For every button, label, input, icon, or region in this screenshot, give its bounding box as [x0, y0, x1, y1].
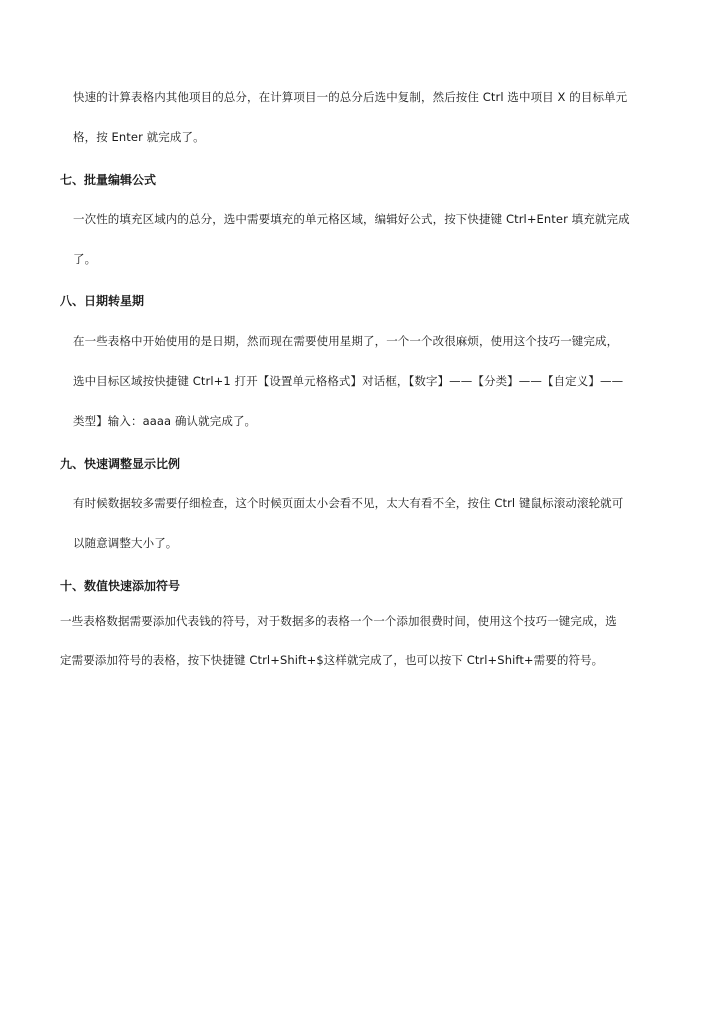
paragraph-line: 快速的计算表格内其他项目的总分，在计算项目一的总分后选中复制，然后按住 Ctrl 选中项目 X 的目标单元 [73, 90, 628, 104]
section-heading-10: 十、数值快速添加符号 [60, 579, 181, 593]
paragraph-line: 以随意调整大小了。 [73, 536, 178, 550]
paragraph-line: 定需要添加符号的表格，按下快捷键 Ctrl+Shift+$这样就完成了，也可以按下 Ctrl+Shift+需要的符号。 [60, 653, 604, 667]
section-heading-8: 八、日期转星期 [60, 294, 145, 308]
paragraph-line: 在一些表格中开始使用的是日期，然而现在需要使用星期了，一个一个改很麻烦，使用这个技巧一键完成， [73, 334, 619, 348]
paragraph-line: 一次性的填充区域内的总分，选中需要填充的单元格区域，编辑好公式，按下快捷键 Ctrl+Enter 填充就完成 [73, 212, 630, 226]
paragraph-line: 一些表格数据需要添加代表钱的符号，对于数据多的表格一个一个添加很费时间，使用这个技巧一键完成，选 [60, 614, 617, 628]
paragraph-line: 了。 [73, 252, 97, 266]
paragraph-line: 选中目标区域按快捷键 Ctrl+1 打开【设置单元格格式】对话框，【数字】——【分类】——【自定义】—— [73, 374, 624, 388]
paragraph-line: 有时候数据较多需要仔细检查，这个时候页面太小会看不见，太大有看不全，按住 Ctrl 键鼠标滚动滚轮就可 [73, 496, 624, 510]
paragraph-line: 格，按 Enter 就完成了。 [73, 130, 205, 144]
paragraph-line: 类型】输入：aaaa 确认就完成了。 [73, 414, 257, 428]
section-heading-9: 九、快速调整显示比例 [60, 457, 181, 471]
section-heading-7: 七、批量编辑公式 [60, 173, 157, 187]
